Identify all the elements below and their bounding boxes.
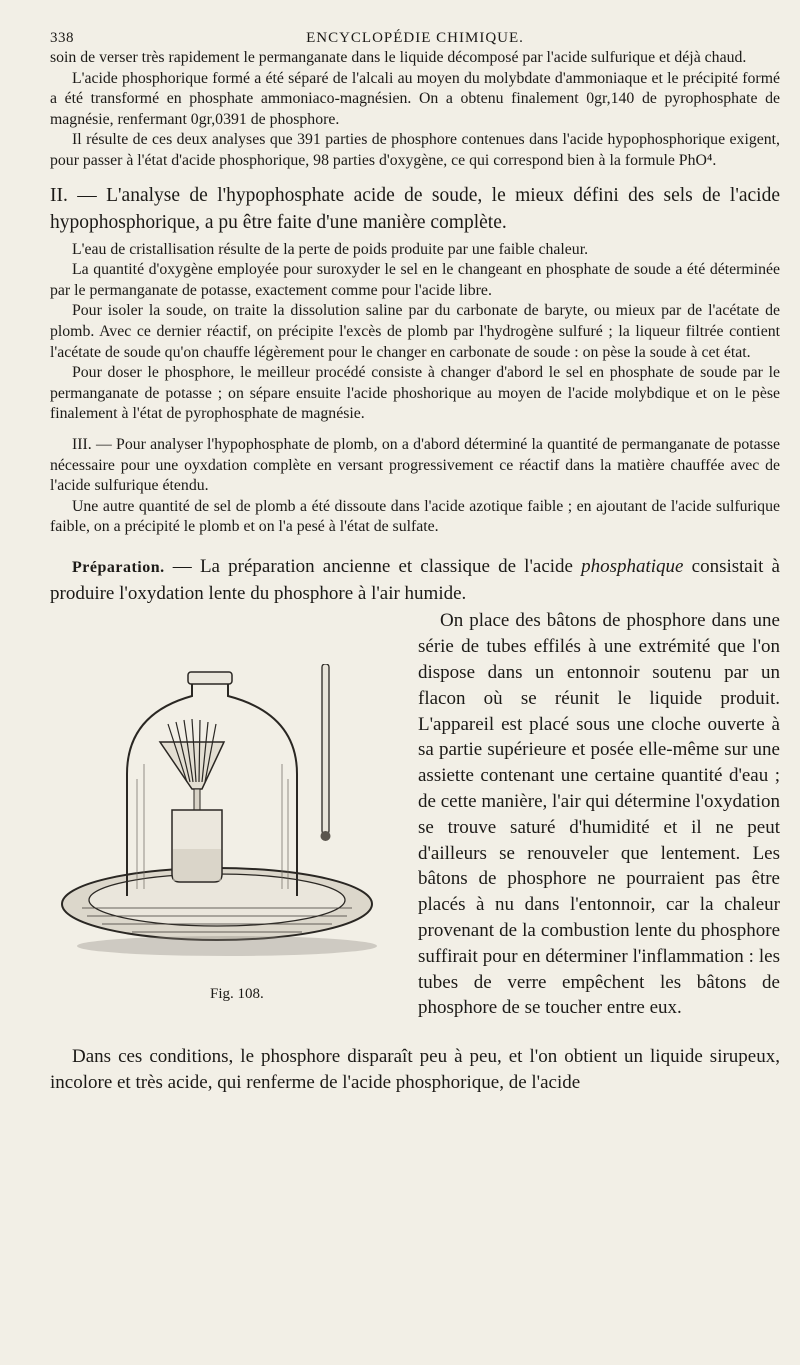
section-iii-block bbox=[50, 435, 780, 538]
paragraph-conditions: Dans ces conditions, le phosphore disparaît peu à peu, et l'on obtient un liquide sirupeux, incolore et très acide, qui renferme de l'acide phosphorique, de l'acide bbox=[50, 1046, 780, 1094]
paragraph-result: Il résulte de ces deux analyses que 391 parties de phosphore contenues dans l'acide hypophosphorique exigent, pour passer à l'état d'acide phosphorique, 98 parties d'oxygène, ce qui correspond bien à la formule PhO⁴. bbox=[50, 131, 780, 169]
preparation-text-before: — La préparation ancienne et classique de l'acide bbox=[164, 555, 582, 577]
figure-caption: Fig. 108. bbox=[210, 986, 264, 1003]
paragraph-molybdate: L'acide phosphorique formé a été séparé de l'alcali au moyen du molybdate d'ammoniaque et le précipité formé a été transformé en phosphate ammoniaco-magnésien. On a obtenu finalement 0gr,140 de pyrophosphate de magnésie, renfermant 0gr,0391 de phosphore. bbox=[50, 69, 780, 128]
document-page bbox=[50, 22, 780, 1096]
paragraph-lead-analysis: III. — Pour analyser l'hypophosphate de plomb, on a d'abord déterminé la quantité de permanganate de potasse nécessaire pour une oyxdation complète en versant progressivement ce réactif dans la matière chauffée avec de l'acide sulfurique étendu. bbox=[50, 435, 780, 495]
page-number: 338 bbox=[50, 30, 74, 46]
preparation-block bbox=[50, 554, 780, 1096]
section-ii-block bbox=[50, 240, 780, 425]
apparatus-paragraph bbox=[50, 608, 780, 1021]
paragraph-lead-sulfate: Une autre quantité de sel de plomb a été dissoute dans l'acide azotique faible ; en ajoutant de l'acide sulfurique faible, on a précipité le plomb et on l'a pesé à l'état de sulfate. bbox=[50, 497, 780, 536]
section-ii-heading-block bbox=[50, 182, 780, 236]
bell-jar-apparatus-icon bbox=[42, 664, 408, 974]
running-title: ENCYCLOPÉDIE CHIMIQUE. bbox=[306, 30, 524, 46]
section-ii-heading: II. — L'analyse de l'hypophosphate acide de soude, le mieux défini des sels de l'acide hypophosphorique, a pu être faite d'une manière complète. bbox=[50, 184, 780, 233]
preparation-paragraph bbox=[50, 554, 780, 607]
paragraph-water: L'eau de cristallisation résulte de la perte de poids produite par une faible chaleur. bbox=[72, 240, 589, 258]
preparation-italic: phosphatique bbox=[581, 555, 684, 577]
running-header bbox=[50, 22, 780, 48]
paragraph-soda: Pour isoler la soude, on traite la dissolution saline par du carbonate de baryte, ou mieux par de l'acétate de plomb. Avec ce dernier réactif, on précipite l'excès de plomb par l'hydrogène sulfuré ; la liqueur filtrée contient l'acétate de soude qu'on chauffe légèrement pour le changer en carbonate de soude : on pèse la soude à cet état. bbox=[50, 302, 780, 361]
paragraph-oxygen: La quantité d'oxygène employée pour suroxyder le sel en le changeant en phosphate de soude a été déterminée par le permanganate de potasse, exactement comme pour l'acide libre. bbox=[50, 261, 780, 299]
figure-108 bbox=[42, 664, 408, 1044]
preparation-label: Préparation. bbox=[72, 558, 165, 576]
apparatus-text: On place des bâtons de phosphore dans une série de tubes effilés à une extrémité que l'on dispose dans un entonnoir soutenu par un flacon où se réunit le liquide produit. L'appareil est placé sous une cloche ouverte à sa partie supérieure et posée elle-même sur une assiette contenant une certaine quantité d'eau ; de cette manière, l'air qui détermine l'oxydation se trouve saturé d'humidité et il ne peut d'ailleurs se renouveler que lentement. Les bâtons de phosphore ne pourraient pas être placés à nu dans l'entonnoir, car la chaleur provenant de la combustion lente du phosphore suffirait pour en déterminer l'inflammation : les tubes de verre empêchent les bâtons de phosphore de se toucher entre eux. bbox=[418, 610, 780, 1019]
top-analysis-block bbox=[50, 48, 780, 172]
paragraph-continuation: soin de verser très rapidement le permanganate dans le liquide décomposé par l'acide sulfurique et déjà chaud. bbox=[50, 49, 747, 66]
preparation-text-after: consistait à produire l'oxydation lente du phosphore à l'air humide. bbox=[50, 555, 780, 604]
paragraph-phosphorus: Pour doser le phosphore, le meilleur procédé consiste à changer d'abord le sel en phosphate de soude par le permanganate de potasse ; on sépare ensuite l'acide phoshorique au moyen de l'acide molybdique et on le pèse finalement à l'état de pyrophosphate de magnésie. bbox=[50, 364, 780, 423]
